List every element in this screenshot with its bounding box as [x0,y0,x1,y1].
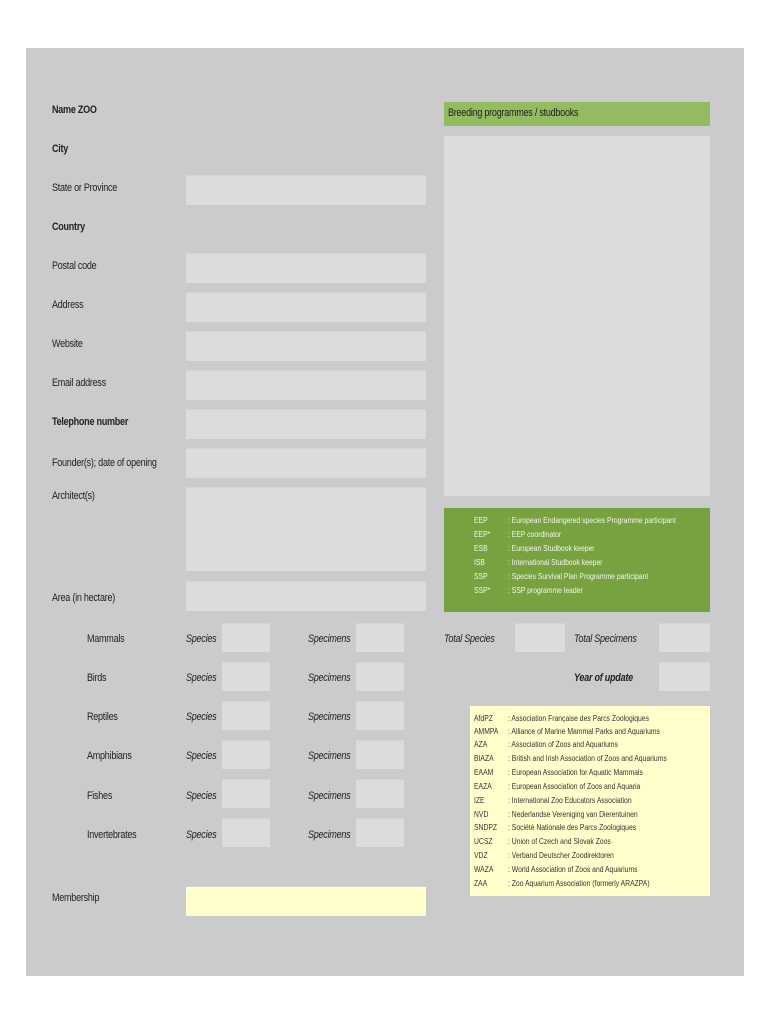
telephone-field[interactable] [186,409,426,439]
area-field[interactable] [186,581,426,611]
legend-item: EEP : European Endangered species Programme participant [474,516,676,525]
mammals-species-field[interactable] [222,623,270,652]
name-zoo-label: Name ZOO [52,104,97,116]
association-legend [470,706,710,896]
birds-species-field[interactable] [222,662,270,691]
legend-item: WAZA : World Association of Zoos and Aquariums [474,865,638,874]
zoo-form-sheet [26,48,744,976]
legend-item: ESB : European Studbook keeper [474,544,595,553]
legend-item: AZA : Association of Zoos and Aquariums [474,740,618,749]
email-field[interactable] [186,370,426,400]
year-of-update-label: Year of update [574,672,633,684]
architect-field[interactable] [186,487,426,571]
area-label: Area (in hectare) [52,592,115,604]
breeding-programmes-header [444,102,710,126]
telephone-label: Telephone number [52,416,129,428]
species-label: Species [186,672,217,684]
legend-item: IZE : International Zoo Educators Association [474,796,632,805]
city-label: City [52,143,69,155]
country-label: Country [52,221,85,233]
species-label: Species [186,750,217,762]
legend-item: AfdPZ : Association Française des Parcs Zoologiques [474,714,649,723]
legend-item: BIAZA : British and Irish Association of Zoos and Aquariums [474,754,667,763]
legend-item: ZAA : Zoo Aquarium Association (formerly ARAZPA) [474,879,650,888]
total-specimens-label: Total Specimens [574,633,637,645]
address-label: Address [52,299,84,311]
breeding-programmes-title: Breeding programmes / studbooks [448,107,579,119]
legend-item: VDZ : Verband Deutscher Zoodirektoren [474,851,614,860]
row-label-amphibians: Amphibians [87,750,132,762]
invertebrates-specimens-field[interactable] [356,818,404,847]
legend-item: EAZA : European Association of Zoos and Aquaria [474,782,641,791]
legend-item: NVD : Nederlandse Vereniging van Dierentuinen [474,810,638,819]
row-label-fishes: Fishes [87,790,113,802]
row-label-reptiles: Reptiles [87,711,118,723]
total-species-label: Total Species [444,633,495,645]
email-label: Email address [52,377,106,389]
species-label: Species [186,790,217,802]
address-field[interactable] [186,292,426,322]
legend-item: EEP* : EEP coordinator [474,530,562,539]
amphibians-specimens-field[interactable] [356,740,404,769]
specimens-label: Specimens [308,711,351,723]
specimens-label: Specimens [308,672,351,684]
species-label: Species [186,711,217,723]
postal-code-label: Postal code [52,260,97,272]
legend-item: SSP : Species Survival Plan Programme participant [474,572,649,581]
birds-specimens-field[interactable] [356,662,404,691]
row-label-birds: Birds [87,672,107,684]
species-label: Species [186,633,217,645]
architect-label: Architect(s) [52,490,95,502]
row-label-invertebrates: Invertebrates [87,829,137,841]
specimens-label: Specimens [308,829,351,841]
legend-item: ISB : International Studbook keeper [474,558,603,567]
fishes-specimens-field[interactable] [356,779,404,808]
mammals-specimens-field[interactable] [356,623,404,652]
reptiles-species-field[interactable] [222,701,270,730]
membership-field[interactable] [186,886,426,916]
founder-field[interactable] [186,448,426,478]
row-label-mammals: Mammals [87,633,125,645]
founder-label: Founder(s); date of opening [52,457,157,469]
specimens-label: Specimens [308,750,351,762]
fishes-species-field[interactable] [222,779,270,808]
reptiles-specimens-field[interactable] [356,701,404,730]
membership-label: Membership [52,892,100,904]
species-label: Species [186,829,217,841]
total-specimens-field[interactable] [659,623,710,652]
specimens-label: Specimens [308,633,351,645]
invertebrates-species-field[interactable] [222,818,270,847]
state-field[interactable] [186,175,426,205]
legend-item: UCSZ : Union of Czech and Slovak Zoos [474,837,611,846]
legend-item: AMMPA : Alliance of Marine Mammal Parks and Aquariums [474,727,660,736]
year-of-update-field[interactable] [659,662,710,691]
programme-legend [444,508,710,612]
website-field[interactable] [186,331,426,361]
amphibians-species-field[interactable] [222,740,270,769]
breeding-programmes-field[interactable] [444,136,710,496]
legend-item: SSP* : SSP programme leader [474,586,583,595]
legend-item: SNDPZ : Société Nationale des Parcs Zoologiques [474,823,637,832]
postal-code-field[interactable] [186,253,426,283]
legend-item: EAAM : European Association for Aquatic Mammals [474,768,643,777]
state-label: State or Province [52,182,118,194]
total-species-field[interactable] [515,623,565,652]
website-label: Website [52,338,83,350]
specimens-label: Specimens [308,790,351,802]
